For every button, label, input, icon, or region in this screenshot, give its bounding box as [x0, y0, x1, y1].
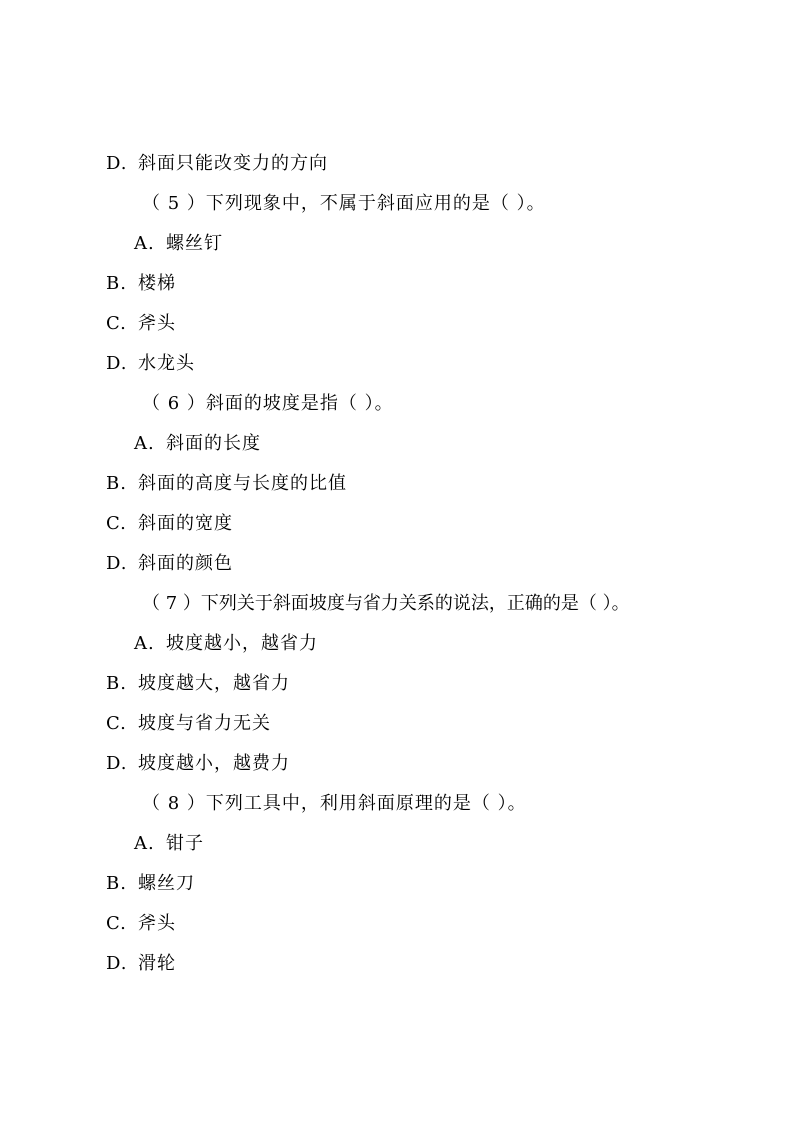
option-text: 斧头: [138, 913, 176, 934]
option-text: 钳子: [166, 833, 204, 854]
option-c-q8: [106, 912, 176, 936]
question-6: [142, 392, 394, 416]
option-letter: B.: [106, 273, 127, 294]
option-c-q6: [106, 512, 233, 536]
option-text: 坡度与省力无关: [138, 713, 271, 734]
option-text: 坡度越小，越省力: [166, 633, 318, 654]
option-d-q6: [106, 552, 233, 576]
option-letter: C.: [106, 513, 127, 534]
option-letter: D.: [106, 753, 128, 774]
option-text: 斧头: [138, 313, 176, 334]
option-letter: B.: [106, 473, 127, 494]
option-letter: C.: [106, 713, 127, 734]
option-c-q5: [106, 312, 176, 336]
option-a-q5: [134, 232, 223, 256]
option-text: 水龙头: [138, 353, 195, 374]
option-text: 螺丝刀: [138, 873, 195, 894]
option-letter: D.: [106, 353, 128, 374]
question-text: （ 6 ）斜面的坡度是指（ ）。: [142, 393, 394, 414]
option-text: 斜面的宽度: [138, 513, 233, 534]
option-c-q7: [106, 712, 271, 736]
option-letter: D.: [106, 153, 128, 174]
option-b-q7: [106, 672, 290, 696]
option-text: 斜面的颜色: [138, 553, 233, 574]
option-letter: A.: [134, 433, 155, 454]
option-d-q5: [106, 352, 195, 376]
option-text: 楼梯: [138, 273, 176, 294]
option-d-q4: [106, 152, 328, 176]
question-text: （ 8 ）下列工具中，利用斜面原理的是（ ）。: [142, 793, 527, 814]
option-letter: D.: [106, 553, 128, 574]
question-8: [142, 792, 527, 816]
option-a-q8: [134, 832, 204, 856]
option-text: 滑轮: [138, 953, 176, 974]
option-a-q6: [134, 432, 261, 456]
option-text: 坡度越小，越费力: [138, 753, 290, 774]
option-b-q8: [106, 872, 195, 896]
option-letter: A.: [134, 833, 155, 854]
option-text: 坡度越大，越省力: [138, 673, 290, 694]
option-d-q7: [106, 752, 290, 776]
option-d-q8: [106, 952, 176, 976]
option-letter: A.: [134, 633, 155, 654]
option-letter: B.: [106, 873, 127, 894]
option-b-q6: [106, 472, 347, 496]
question-text: （ 5 ）下列现象中，不属于斜面应用的是（ ）。: [142, 193, 546, 214]
option-b-q5: [106, 272, 176, 296]
option-text: 斜面的长度: [166, 433, 261, 454]
question-5: [142, 192, 546, 216]
option-letter: A.: [134, 233, 155, 254]
option-letter: D.: [106, 953, 128, 974]
option-text: 螺丝钉: [166, 233, 223, 254]
option-text: 斜面的高度与长度的比值: [138, 473, 347, 494]
question-text: （ 7 ）下列关于斜面坡度与省力关系的说法，正确的是（ ）。: [142, 593, 630, 614]
option-letter: B.: [106, 673, 127, 694]
option-letter: C.: [106, 313, 127, 334]
option-text: 斜面只能改变力的方向: [138, 153, 328, 174]
option-a-q7: [134, 632, 318, 656]
option-letter: C.: [106, 913, 127, 934]
question-7: [142, 592, 630, 616]
